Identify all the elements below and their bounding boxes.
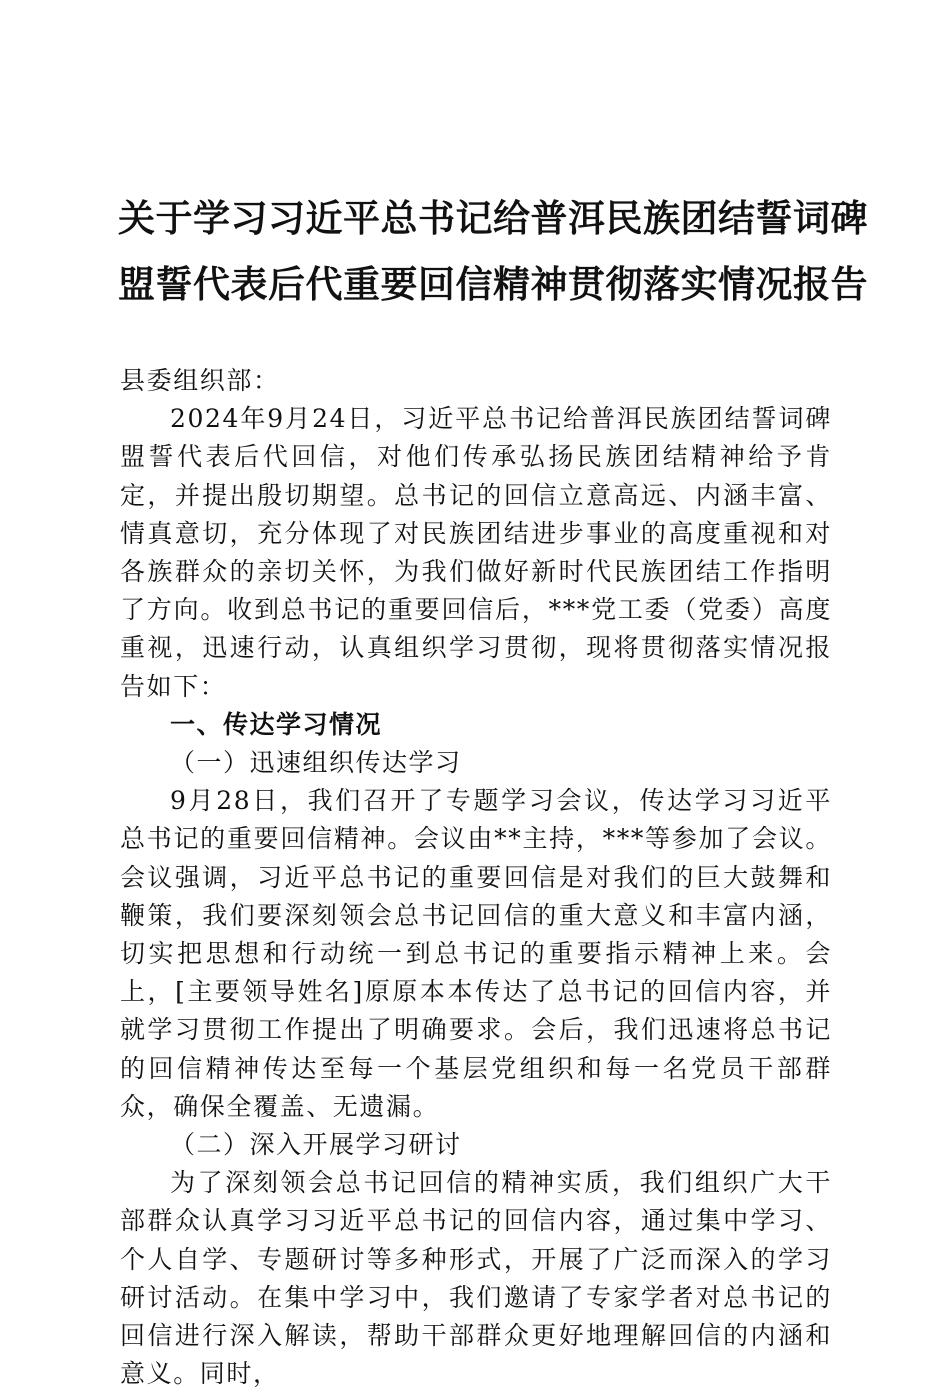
title-line-2: 盟誓代表后代重要回信精神贯彻落实情况报告 [118, 263, 868, 306]
salutation: 县委组织部： [120, 366, 280, 395]
document-body [120, 362, 832, 1393]
subsection-2-paragraph: 为了深刻领会总书记回信的精神实质，我们组织广大干部群众认真学习习近平总书记的回信内容，通过集中学习、个人自学、专题研讨等多种形式，开展了广泛而深入的学习研讨活动。在集中学习中，我们邀请了专家学者对总书记的回信进行深入解读，帮助干部群众更好地理解回信的内涵和意义。同时， [120, 1168, 832, 1389]
subsection-heading-1: （一）迅速组织传达学习 [170, 748, 462, 778]
document-title [118, 192, 868, 312]
section-heading-1: 一、传达学习情况 [170, 709, 383, 739]
title-line-1: 关于学习习近平总书记给普洱民族团结誓词碑 [118, 197, 868, 240]
subsection-1-paragraph: 9月28日，我们召开了专题学习会议，传达学习习近平总书记的重要回信精神。会议由**主持，***等参加了会议。会议强调，习近平总书记的重要回信是对我们的巨大鼓舞和鞭策，我们要深刻领会总书记回信的重大意义和丰富内涵，切实把思想和行动统一到总书记的重要指示精神上来。会上，[主要领导姓名]原原本本传达了总书记的回信内容，并就学习贯彻工作提出了明确要求。会后，我们迅速将总书记的回信精神传达至每一个基层党组织和每一名党员干部群众，确保全覆盖、无遗漏。 [120, 786, 832, 1121]
subsection-heading-2: （二）深入开展学习研讨 [170, 1130, 462, 1160]
intro-paragraph: 2024年9月24日，习近平总书记给普洱民族团结誓词碑盟誓代表后代回信，对他们传承弘扬民族团结精神给予肯定，并提出殷切期望。总书记的回信立意高远、内涵丰富、情真意切，充分体现了对民族团结进步事业的高度重视和对各族群众的亲切关怀，为我们做好新时代民族团结工作指明了方向。收到总书记的重要回信后，***党工委（党委）高度重视，迅速行动，认真组织学习贯彻，现将贯彻落实情况报告如下： [120, 404, 832, 701]
